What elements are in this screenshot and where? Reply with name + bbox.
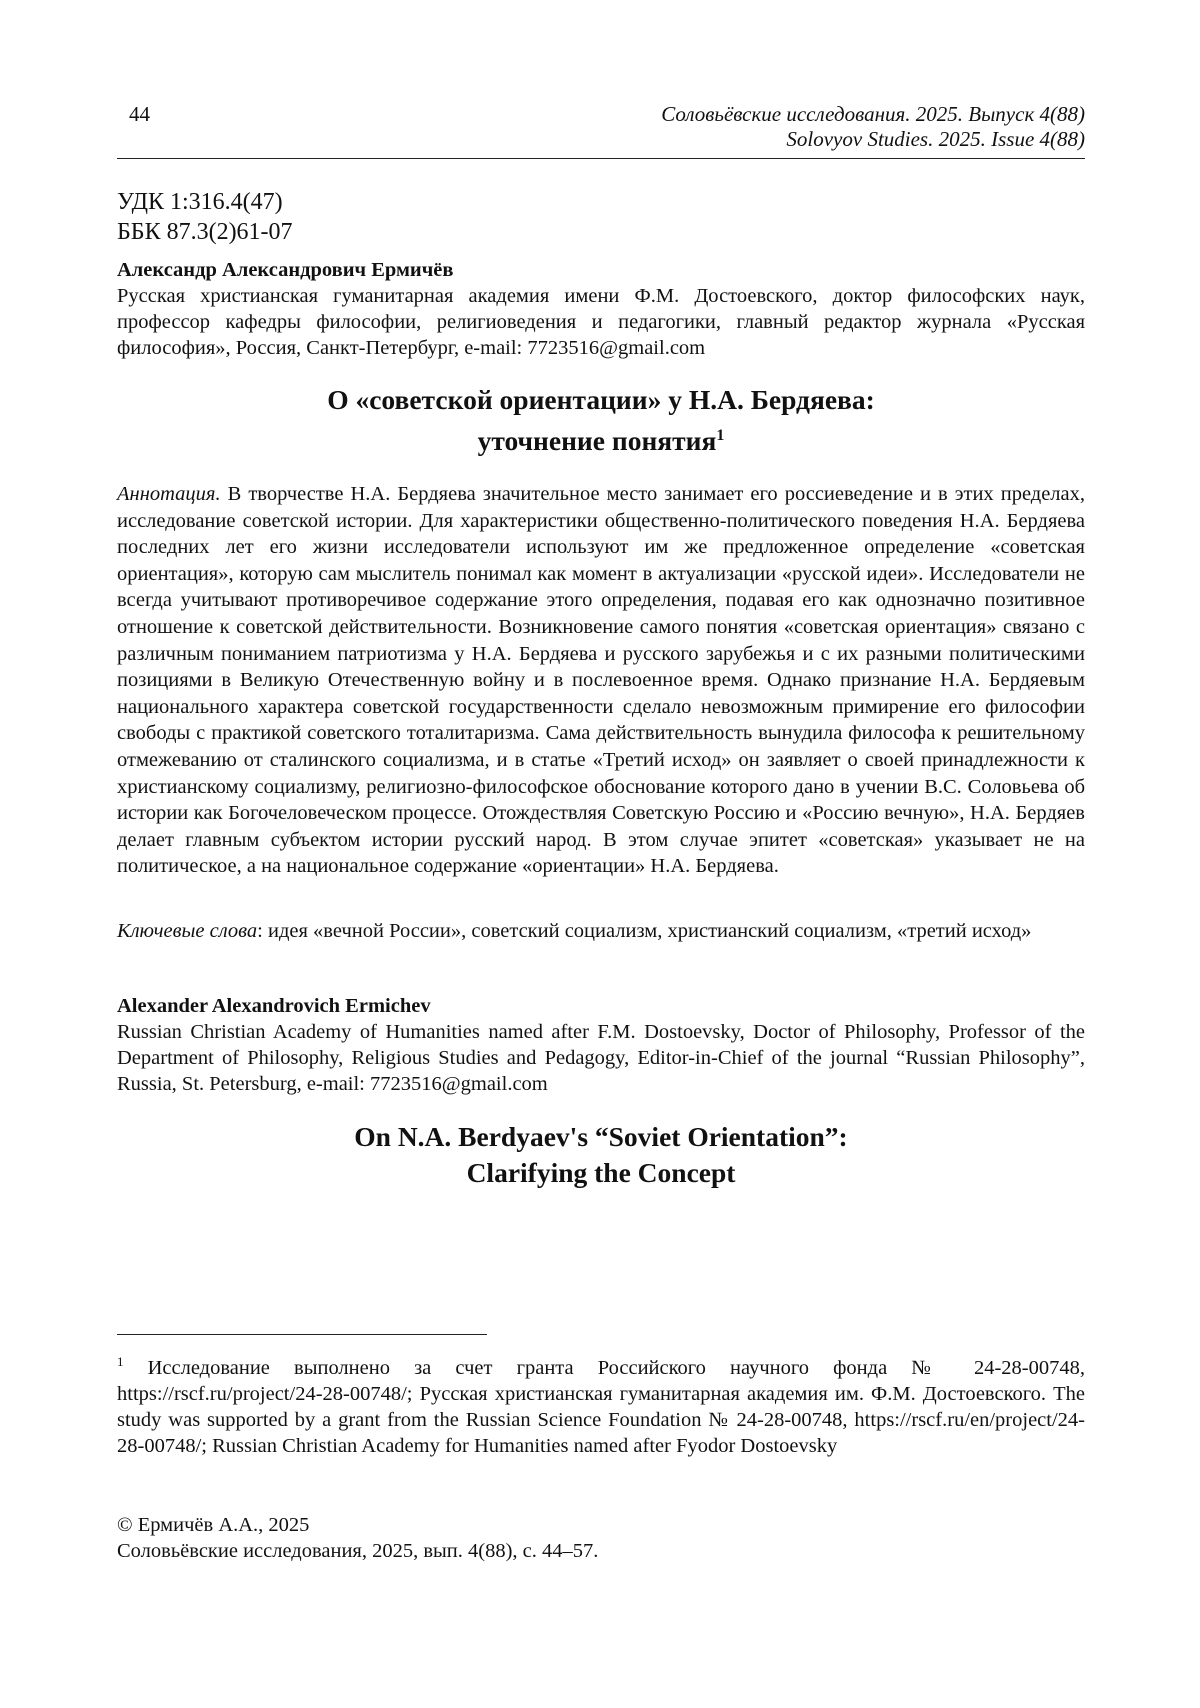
journal-title-en: Solovyov Studies. 2025. Issue 4(88) (786, 127, 1085, 151)
keywords-text: : идея «вечной России», советский социализм, христианский социализм, «третий исход» (257, 920, 1032, 942)
keywords-ru (117, 918, 1085, 945)
author-info-en (117, 993, 1085, 1097)
author-name-ru: Александр Александрович Ермичёв (117, 259, 454, 281)
abstract-ru (117, 481, 1085, 880)
title-footnote-mark[interactable]: 1 (716, 427, 725, 444)
classification-codes (117, 187, 293, 247)
abstract-label: Аннотация. (117, 483, 221, 505)
citation-line: Соловьёвские исследования, 2025, вып. 4(88), с. 44–57. (117, 1540, 599, 1562)
footnote-divider (117, 1334, 487, 1335)
running-header (117, 102, 1085, 159)
author-name-en: Alexander Alexandrovich Ermichev (117, 995, 431, 1017)
title-ru-line1: О «советской ориентации» у Н.А. Бердяева: (327, 384, 875, 415)
page-number: 44 (129, 102, 150, 126)
footnote (117, 1349, 1085, 1459)
title-ru-line2-text: уточнение понятия (477, 425, 717, 457)
bbk-code: ББК 87.3(2)61-07 (117, 219, 293, 245)
keywords-label: Ключевые слова (117, 920, 258, 942)
title-en-line2: Clarifying the Concept (466, 1157, 736, 1188)
abstract-text: В творчестве Н.А. Бердяева значительное место занимает его россиеведение и в этих пределах, исследование советской истории. Для характеристики общественно-политического поведения Н.А. Бердяева последних лет его жизни исследователи используют им же предложенное определение «советская ориентация», которую сам мыслитель понимал как момент в актуализации «русской идеи». Исследователи не всегда учитывают противоречивое содержание этого определения, подавая его как однозначно позитивное отношение к советской действительности. Возникновение самого понятия «советская ориентация» связано с различным пониманием патриотизма у Н.А. Бердяева и русского зарубежья и с их разными политическими позициями в Великую Отечественную войну и в послевоенное время. Однако признание Н.А. Бердяевым национального характера советской государственности сделало невозможным примирение его философии свободы с практикой советского тоталитаризма. Сама действительность вынудила философа к решительному отмежеванию от сталинского социализма, и в статье «Третий исход» он заявляет о своей принадлежности к христианскому социализму, религиозно-философское обоснование которого дано в учении В.С. Соловьева об истории как Богочеловеческом процессе. Отождествляя Советскую Россию и «Россию вечную», Н.А. Бердяев делает главным субъектом истории русский народ. В этом случае эпитет «советская» указывает не на политическое, а на национальное содержание «ориентации» Н.А. Бердяева. (117, 483, 1086, 878)
author-affiliation-en: Russian Christian Academy of Humanities named after F.M. Dostoevsky, Doctor of Philosophy, Professor of the Department of Philosophy, Religious Studies and Pedagogy, Editor-in-Chief of the journal “Russian Philosophy”, Russia, St. Petersburg, e-mail: 7723516@gmail.com (117, 1021, 1085, 1095)
journal-title (661, 102, 1085, 152)
author-info-ru (117, 257, 1085, 361)
footnote-mark: 1 (117, 1354, 124, 1369)
author-affiliation-ru: Русская христианская гуманитарная академия имени Ф.М. Достоевского, доктор философских наук, профессор кафедры философии, религиоведения и педагогики, главный редактор журнала «Русская философия», Россия, Санкт-Петербург, e-mail: 7723516@gmail.com (117, 285, 1085, 359)
title-ru-line2 (117, 418, 1085, 459)
copyright-line: © Ермичёв А.А., 2025 (117, 1514, 310, 1536)
udk-code: УДК 1:316.4(47) (117, 189, 283, 215)
footnote-text: Исследование выполнено за счет гранта Российского научного фонда № 24-28-00748, https://rscf.ru/project/24-28-00748/; Русская христианская гуманитарная академия им. Ф.М. Достоевского. The study was supported by a grant from the Russian Science Foundation № 24-28-00748, https://rscf.ru/en/project/24-28-00748/; Russian Christian Academy for Humanities named after Fyodor Dostoevsky (117, 1356, 1085, 1457)
journal-title-ru: Соловьёвские исследования. 2025. Выпуск 4(88) (661, 102, 1085, 126)
title-en-line1: On N.A. Berdyaev's “Soviet Orientation”: (354, 1121, 848, 1152)
copyright-block (117, 1512, 598, 1564)
article-title-en (117, 1119, 1085, 1191)
article-title-ru (117, 382, 1085, 459)
